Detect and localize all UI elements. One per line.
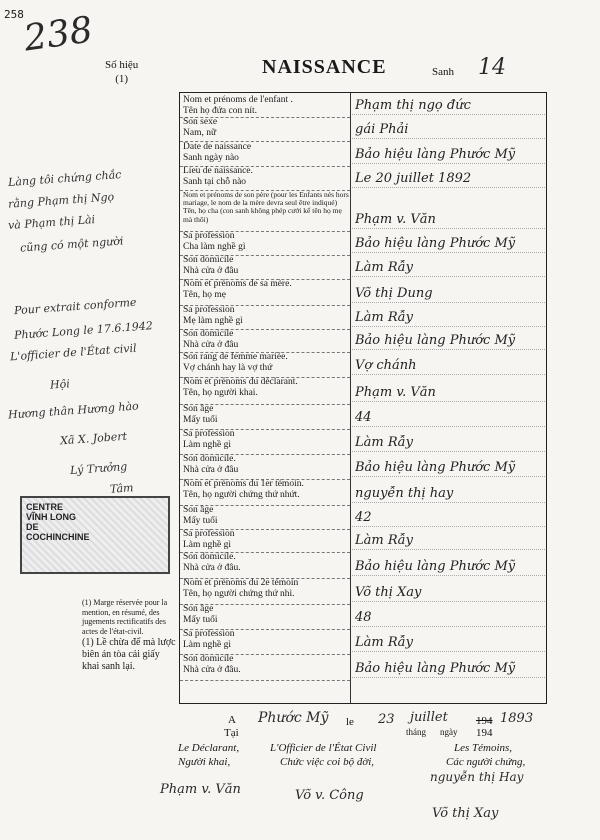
year-printed: 194 <box>476 715 493 727</box>
table-row-label <box>180 117 350 141</box>
ngay-label: ngày <box>440 727 458 737</box>
thang-label: tháng <box>406 727 426 737</box>
so-hieu-text: Số hiệu <box>105 59 139 71</box>
field-label-fr: Date de naissance <box>183 142 252 152</box>
field-label-vn: Mấy tuổi <box>183 414 218 425</box>
field-label-fr: Sa profession <box>183 529 235 539</box>
footnote-french: (1) Marge réservée pour la mention, en résumé, des jugements rectificatifs des actes de l'état-civil. <box>82 598 168 636</box>
field-label-vn: Sanh tại chỗ nào <box>183 176 247 187</box>
declarant-label-vn: Người khai, <box>178 756 231 768</box>
field-value: 44 <box>355 410 372 425</box>
footnote-vietnamese: (1) Lề chừa để mà lược biên án tòa cải giấy khai sanh lại. <box>82 637 176 672</box>
sanh-label: Sanh <box>432 66 454 78</box>
page-title: NAISSANCE <box>262 56 387 78</box>
corner-page-number: 258 <box>4 8 24 21</box>
table-row-label <box>180 654 350 680</box>
margin-note: Pour extrait conforme <box>13 295 137 318</box>
field-label-vn: Tên, họ người chứng thứ nhì. <box>183 588 295 599</box>
tai-label: Tại <box>224 727 239 739</box>
field-label-vn: Nhà cửa ở đâu <box>183 265 239 276</box>
value-underline <box>352 349 545 350</box>
field-label-fr: Son âge <box>183 505 214 515</box>
value-underline <box>352 426 545 427</box>
field-label-fr: Son domicile. <box>183 552 236 562</box>
field-label-fr: Nom et prénoms du déclarant. <box>183 377 298 387</box>
field-label-vn: Tên, họ người khai. <box>183 387 258 398</box>
field-value: Bảo hiệu làng Phước Mỹ <box>355 236 516 251</box>
le-label: le <box>346 716 354 728</box>
field-label-vn: Làm nghề gì <box>183 439 232 450</box>
table-row-label <box>180 629 350 654</box>
field-label-fr: Son domicile. <box>183 454 236 464</box>
value-underline <box>352 626 545 627</box>
field-value: nguyễn thị hay <box>355 486 454 501</box>
table-row-label <box>180 377 350 404</box>
field-value: gái Phải <box>355 122 409 137</box>
table-row-label <box>180 329 350 352</box>
so-hieu-note: (1) <box>115 73 129 85</box>
field-value: Bảo hiệu làng Phước Mỹ <box>355 661 516 676</box>
field-label-fr: Nom et prénoms du 2e témoin <box>183 578 299 588</box>
field-label-fr: Son âge <box>183 404 214 414</box>
field-value: 42 <box>355 510 372 525</box>
field-label-vn: Nhà cửa ở đâu <box>183 464 239 475</box>
field-label-vn: Mấy tuổi <box>183 614 218 625</box>
margin-note: rằng Phạm thị Ngọ <box>7 190 115 211</box>
place-value: Phước Mỹ <box>258 710 329 726</box>
field-label-fr: Son domicile <box>183 654 234 664</box>
official-stamp <box>20 496 170 574</box>
stamp-line-1: CENTRE <box>26 502 64 512</box>
field-label-fr: Nom et prénoms de sa mère. <box>183 279 292 289</box>
so-hieu-label <box>105 58 138 86</box>
field-label-vn: Nhà cửa ở đâu. <box>183 562 241 573</box>
table-row-label <box>180 95 350 117</box>
table-row-label <box>180 231 350 255</box>
stamp-line-4: COCHINCHINE <box>26 532 90 542</box>
value-underline <box>352 575 545 576</box>
field-label-fr: Nom et prénoms de l'enfant . <box>183 95 293 105</box>
year-handwritten: 1893 <box>500 711 534 726</box>
table-row-label <box>180 305 350 329</box>
margin-note: L'officier de l'État civil <box>9 341 137 364</box>
field-label-vn: Sanh ngày nào <box>183 152 239 163</box>
value-underline <box>352 549 545 550</box>
date-month: juillet <box>410 710 448 725</box>
table-row-label <box>180 505 350 529</box>
value-underline <box>352 601 545 602</box>
field-value: Vợ chánh <box>355 358 417 373</box>
table-row-label <box>180 279 350 305</box>
officer-label-fr: L'Officier de l'État Civil <box>270 742 377 754</box>
field-value: Võ thị Xay <box>355 585 422 600</box>
field-label-fr: Sa profession <box>183 629 235 639</box>
margin-note: Phước Long le 17.6.1942 <box>13 319 154 342</box>
field-label-vn: Tên, họ cha (con sanh không phép cưới kể tên họ mẹ mà thôi) <box>183 206 342 224</box>
field-label-fr: Nom et prénoms de son père (pour les Enfants nés hors mariage, le nom de la mère devra seul être indiqué) <box>183 191 349 208</box>
field-label-fr: Sa profession <box>183 231 235 241</box>
table-row-label <box>180 429 350 454</box>
stamp-line-3: DE <box>26 522 39 532</box>
value-underline <box>352 326 545 327</box>
field-value: Võ thị Dung <box>355 286 433 301</box>
year-printed-vn: 194 <box>476 727 493 739</box>
birth-record-table <box>179 92 547 704</box>
field-label-vn: Vợ chánh hay là vợ thứ <box>183 362 273 373</box>
row-separator <box>180 680 350 681</box>
table-row-label <box>180 404 350 429</box>
value-underline <box>352 451 545 452</box>
field-value: Bảo hiệu làng Phước Mỹ <box>355 559 516 574</box>
field-label-vn: Làm nghề gì <box>183 539 232 550</box>
value-underline <box>352 476 545 477</box>
margin-note: và Phạm thị Lài <box>7 212 96 233</box>
table-row-label <box>180 552 350 578</box>
declarant-signature: Phạm v. Văn <box>160 782 241 797</box>
a-label: A <box>228 714 236 726</box>
stamp-line-2: VĨNH LONG <box>26 512 77 522</box>
value-underline <box>352 677 545 678</box>
field-label-vn: Mẹ làm nghề gì <box>183 315 243 326</box>
handwritten-record-number: 238 <box>21 9 96 60</box>
witness1-signature: nguyễn thị Hay <box>430 770 524 784</box>
field-label-fr: Son âge <box>183 604 214 614</box>
field-label-fr: Sa profession <box>183 429 235 439</box>
field-label-fr: Son rang de femme mariée. <box>183 352 288 362</box>
margin-note: Hội <box>49 377 71 392</box>
table-row-label <box>180 255 350 279</box>
field-value: Làm Rẫy <box>355 260 413 275</box>
value-underline <box>352 276 545 277</box>
margin-note: cũng có một người <box>19 234 124 255</box>
field-label-fr: Lieu de naissance. <box>183 166 253 176</box>
field-label-fr: Sa profession <box>183 305 235 315</box>
table-row-label <box>180 191 350 231</box>
table-row-label <box>180 454 350 479</box>
field-label-fr: Son domicile <box>183 255 234 265</box>
table-row-label <box>180 166 350 190</box>
margin-note: Lý Trưởng <box>69 460 128 477</box>
field-value: Phạm v. Văn <box>355 385 436 400</box>
officer-label-vn: Chức việc coi bộ đời, <box>280 756 375 768</box>
field-value: Làm Rẫy <box>355 533 413 548</box>
table-row-label <box>180 529 350 552</box>
field-label-vn: Tên, họ mẹ <box>183 289 227 300</box>
value-underline <box>352 526 545 527</box>
field-value: Phạm thị ngọ đức <box>355 98 471 113</box>
table-divider <box>350 93 351 703</box>
value-underline <box>352 114 545 115</box>
sanh-number: 14 <box>478 55 506 80</box>
declarant-label-fr: Le Déclarant, <box>178 742 240 754</box>
table-row-label <box>180 352 350 377</box>
field-value: Làm Rẫy <box>355 435 413 450</box>
field-label-vn: Cha làm nghề gì <box>183 241 246 252</box>
field-label-vn: Mấy tuổi <box>183 515 218 526</box>
margin-note: Hương thân Hương hào <box>7 399 140 422</box>
margin-note: Làng tôi chứng chắc <box>7 168 122 189</box>
field-label-fr: Son domicile <box>183 329 234 339</box>
field-value: Le 20 juillet 1892 <box>355 171 472 186</box>
field-value: Làm Rẫy <box>355 635 413 650</box>
field-value: Làm Rẫy <box>355 310 413 325</box>
field-label-vn: Nam, nữ <box>183 127 217 138</box>
field-value: Bảo hiệu làng Phước Mỹ <box>355 333 516 348</box>
field-value: 48 <box>355 610 372 625</box>
margin-note: Tâm <box>109 481 134 496</box>
value-underline <box>352 187 545 188</box>
witness2-signature: Võ thị Xay <box>432 806 499 821</box>
field-value: Bảo hiệu làng Phước Mỹ <box>355 460 516 475</box>
field-value: Phạm v. Văn <box>355 212 436 227</box>
value-underline <box>352 302 545 303</box>
table-row-label <box>180 578 350 604</box>
value-underline <box>352 138 545 139</box>
value-underline <box>352 502 545 503</box>
table-row-label <box>180 479 350 505</box>
table-row-label <box>180 604 350 629</box>
field-label-vn: Làm nghề gì <box>183 639 232 650</box>
table-row-label <box>180 142 350 166</box>
value-underline <box>352 228 545 229</box>
value-underline <box>352 163 545 164</box>
field-label-vn: Tên họ đứa con nít. <box>183 105 258 116</box>
date-day: 23 <box>378 712 395 727</box>
value-underline <box>352 374 545 375</box>
witness-label-fr: Les Témoins, <box>454 742 513 754</box>
field-label-fr: Nom et prénoms du 1er témoin. <box>183 479 304 489</box>
value-underline <box>352 401 545 402</box>
officer-signature: Võ v. Công <box>295 788 364 803</box>
field-label-fr: Son sexe <box>183 117 218 127</box>
field-label-vn: Nhà cửa ở đâu. <box>183 664 241 675</box>
value-underline <box>352 651 545 652</box>
witness-label-vn: Các người chứng, <box>446 756 526 768</box>
field-label-vn: Nhà cửa ở đâu <box>183 339 239 350</box>
field-label-vn: Tên, họ người chứng thứ nhứt. <box>183 489 300 500</box>
margin-note: Xã X. Jobert <box>59 429 128 448</box>
field-value: Bảo hiệu làng Phước Mỹ <box>355 147 516 162</box>
value-underline <box>352 252 545 253</box>
